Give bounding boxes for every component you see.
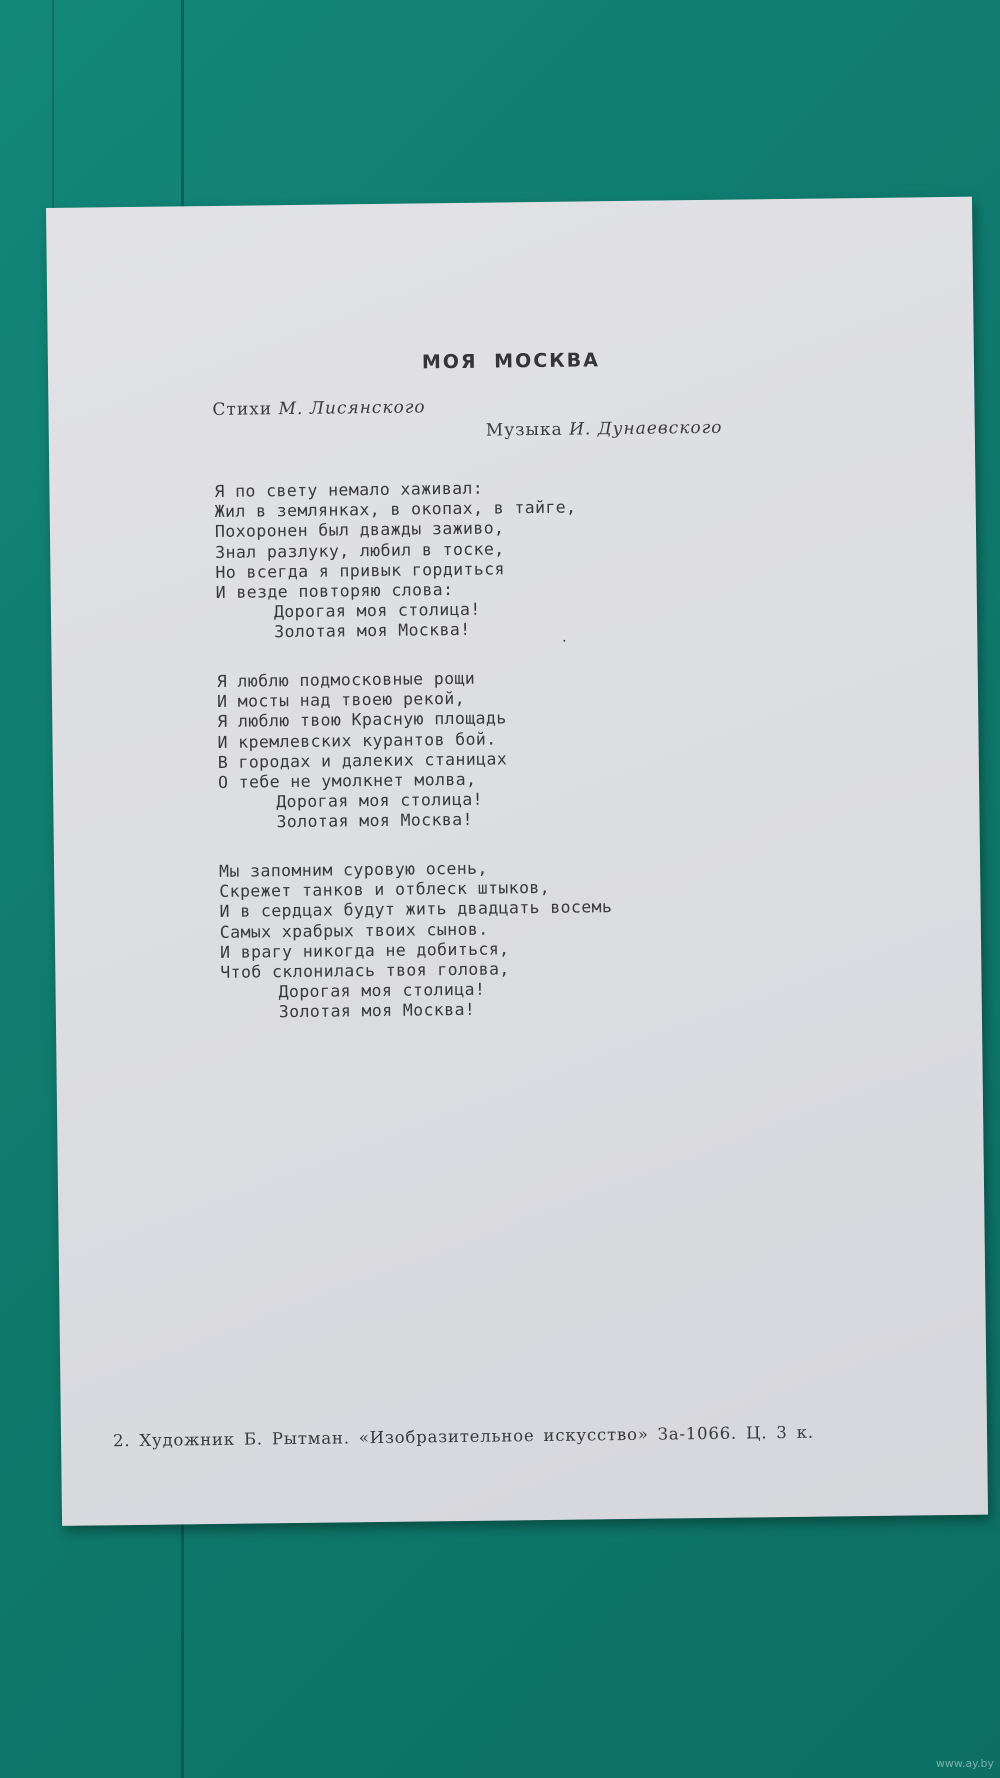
- music-credit: [486, 418, 723, 441]
- lyrics-credit: [212, 397, 425, 420]
- stanza-line: Мы запомним суровую осень,: [219, 858, 488, 881]
- refrain-line: Золотая моя Москва!: [276, 810, 473, 832]
- publisher-imprint: 2. Художник Б. Рытман. «Изобразительное искусство» За-1066. Ц. 3 к.: [112, 1422, 814, 1451]
- stanza-line: Я по свету немало хаживал:: [214, 478, 484, 501]
- stanza-line: Жил в землянках, в окопах, в тайге,: [214, 497, 577, 522]
- stanza-line: В городах и далеких станицах: [217, 749, 508, 772]
- stanza-line: Скрежет танков и отблеск штыков,: [219, 878, 551, 902]
- stanza-line: О тебе не умолкнет молва,: [217, 769, 477, 792]
- refrain-line: Золотая моя Москва!: [278, 1000, 476, 1022]
- stanza-line: Знал разлуку, любил в тоске,: [215, 539, 505, 562]
- stanza-line: Я люблю твою Красную площадь: [217, 708, 507, 732]
- stanza-line: И кремлевских курантов бой.: [217, 729, 497, 752]
- lyrics-prefix: Стихи: [212, 399, 273, 420]
- music-author: И. Дунаевского: [569, 417, 723, 440]
- stanza-line: И в сердцах будут жить двадцать восемь: [219, 897, 613, 922]
- stanza-3: [219, 857, 614, 1023]
- music-prefix: Музыка: [485, 419, 563, 441]
- stanza-line: И мосты над твоею рекой,: [216, 689, 466, 712]
- postcard-back: [46, 197, 988, 1526]
- ink-speck: [563, 640, 565, 642]
- stanza-line: И врагу никогда не добиться,: [219, 939, 510, 962]
- refrain-line: Золотая моя Москва!: [274, 620, 471, 642]
- stanza-line: Похоронен был дважды заживо,: [214, 518, 505, 542]
- stanza-line: Но всегда я привык гордиться: [215, 559, 505, 582]
- refrain-line: Дорогая моя столица!: [278, 979, 486, 1002]
- stanza-line: Самых храбрых твоих сынов.: [219, 919, 489, 942]
- refrain-line: Дорогая моя столица!: [276, 789, 484, 812]
- stanza-line: Я люблю подмосковные рощи: [216, 668, 476, 691]
- stanza-2: [217, 668, 508, 833]
- stanza-line: Чтоб склонилась твоя голова,: [220, 959, 510, 982]
- stanza-line: И везде повторяю слова:: [215, 580, 454, 602]
- refrain-line: Дорогая моя столица!: [273, 599, 481, 622]
- song-title: МОЯ МОСКВА: [421, 349, 601, 374]
- site-watermark: www.ay.by: [935, 1757, 994, 1770]
- lyrics-author: М. Лисянского: [278, 397, 426, 420]
- stanza-1: [214, 478, 578, 644]
